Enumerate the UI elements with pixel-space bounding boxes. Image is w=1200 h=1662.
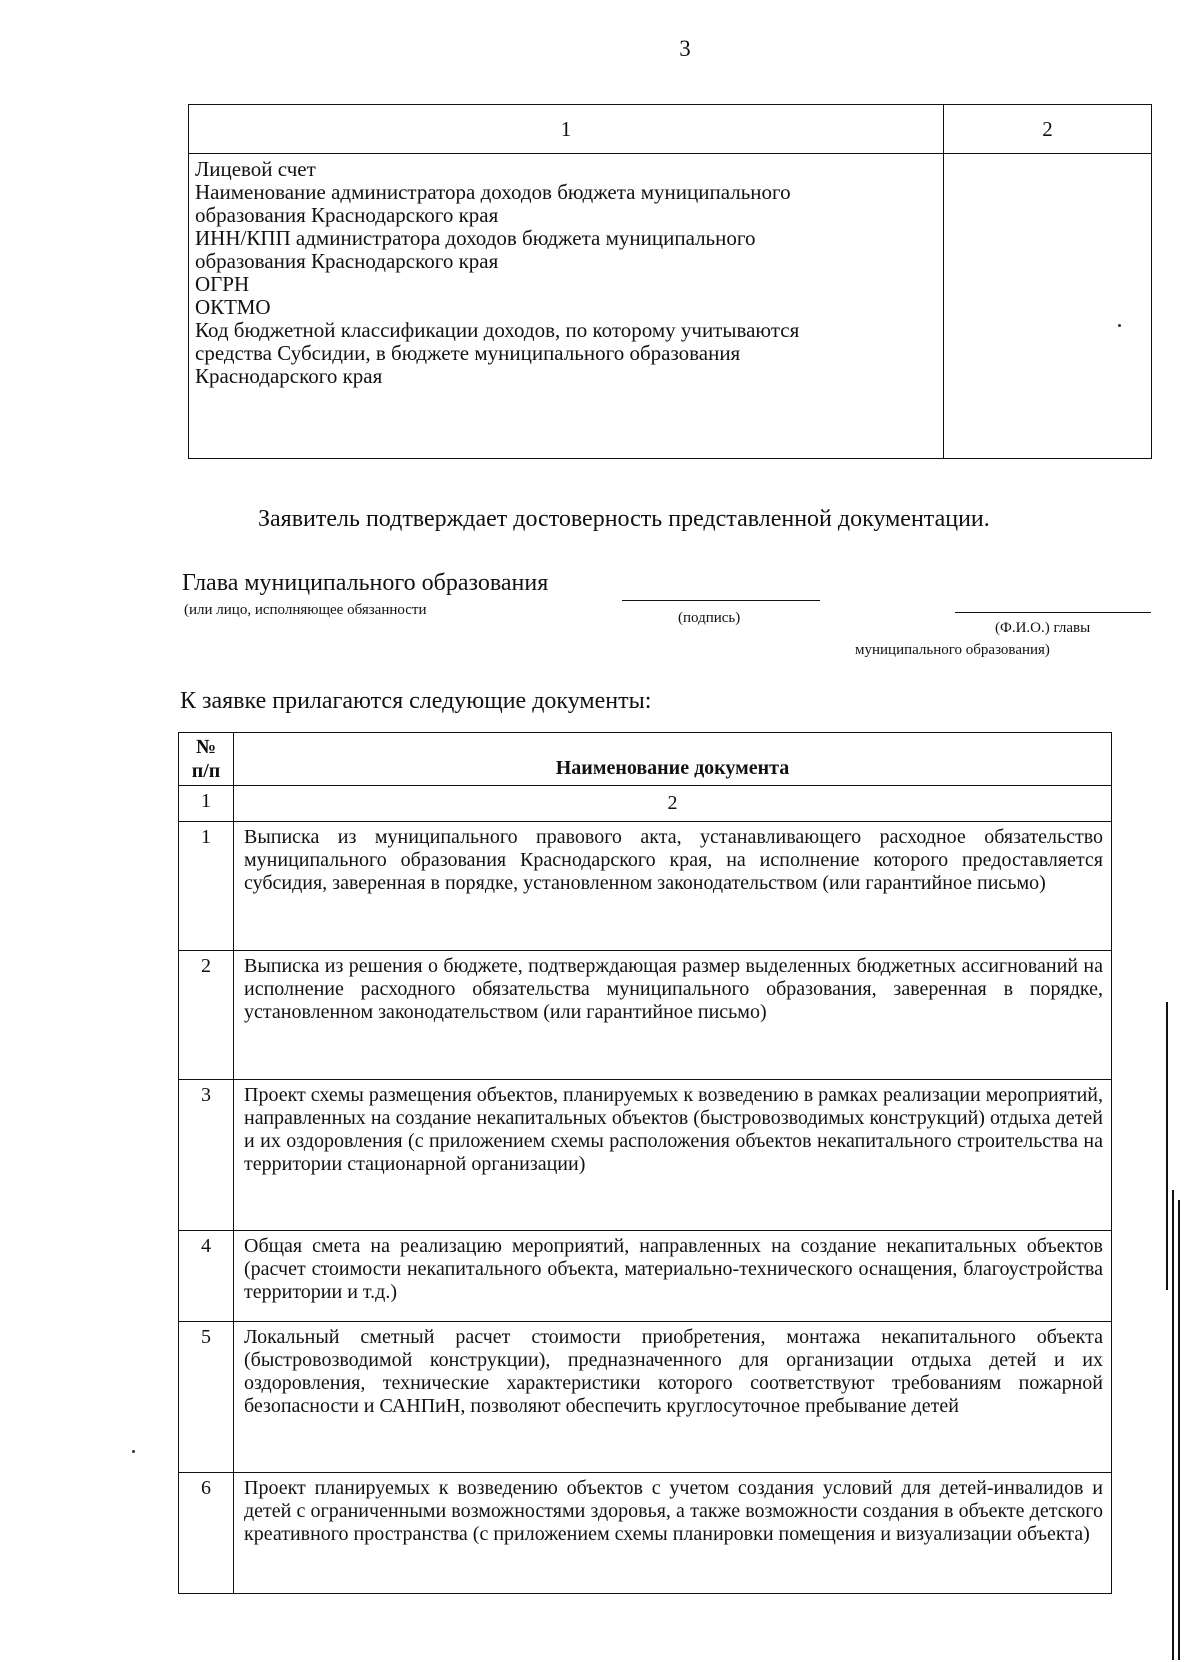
fio-caption: (Ф.И.О.) главы	[995, 620, 1091, 636]
field-label-administrator-name-cont: образования Краснодарского края	[195, 203, 499, 227]
document-name: Выписка из решения о бюджете, подтверждающая размер выделенных бюджетных ассигнований на исполнение расходного обязательства муниципального образования, заверенная в порядке, установленном законодательством (или гарантийное письмо)	[234, 951, 1112, 1080]
number-column-header	[179, 733, 234, 786]
row-number: 4	[179, 1231, 234, 1322]
column-1-header: 1	[189, 105, 944, 154]
row-number: 5	[179, 1322, 234, 1473]
document-name: Локальный сметный расчет стоимости приобретения, монтажа некапитального объекта (быстровозводимой конструкции), предназначенного для организации отдыха детей и их оздоровления, технические характеристики которого соответствуют требованиям пожарной безопасности и САНПиН, позволяют обеспечить круглосуточное пребывание детей	[234, 1322, 1112, 1473]
scan-speck	[1118, 324, 1121, 327]
row-number: 6	[179, 1473, 234, 1594]
table-header-row	[189, 105, 1152, 154]
field-label-inn-kpp-cont: образования Краснодарского края	[195, 249, 499, 273]
name-line	[955, 612, 1151, 613]
head-of-municipality-label: Глава муниципального образования	[182, 570, 549, 596]
row-number: 3	[179, 1080, 234, 1231]
field-label-kbk: Код бюджетной классификации доходов, по которому учитываются	[195, 318, 800, 342]
column-index-2: 2	[234, 786, 1112, 822]
document-name-column-header: Наименование документа	[234, 733, 1112, 786]
attached-documents-heading: К заявке прилагаются следующие документы:	[180, 688, 652, 714]
account-values-cell	[944, 154, 1152, 459]
document-name: Проект планируемых к возведению объектов с учетом создания условий для детей-инвалидов и детей с ограниченными возможностями здоровья, а также возможности создания в объекте детского креативного пространства (с приложением схемы планировки помещения и визуализации объекта)	[234, 1473, 1112, 1594]
acting-person-note: (или лицо, исполняющее обязанности	[184, 602, 427, 618]
table-row	[179, 1080, 1112, 1231]
table-row	[179, 1231, 1112, 1322]
attached-documents-table	[178, 732, 1112, 1594]
column-index-1: 1	[179, 786, 234, 822]
page-number: 3	[679, 36, 691, 61]
document-name: Выписка из муниципального правового акта, устанавливающего расходное обязательство муниципального образования Краснодарского края, на исполнение которого предоставляется субсидия, заверенная в порядке, установленном законодательством (или гарантийное письмо)	[234, 822, 1112, 951]
column-2-header: 2	[944, 105, 1152, 154]
number-header-text: № п/п	[191, 736, 221, 782]
field-label-administrator-name: Наименование администратора доходов бюджета муниципального	[195, 180, 791, 204]
document-name: Проект схемы размещения объектов, планируемых к возведению в рамках реализации мероприятий, направленных на создание некапитальных объектов (быстровозводимых конструкций) отдыха детей и их оздоровления (с приложением схемы расположения объектов некапитального строительства на территории стационарной организации)	[234, 1080, 1112, 1231]
table-row	[189, 154, 1152, 459]
field-label-oktmo: ОКТМО	[195, 295, 271, 319]
field-label-inn-kpp: ИНН/КПП администратора доходов бюджета муниципального	[195, 226, 756, 250]
document-name: Общая смета на реализацию мероприятий, направленных на создание некапитальных объектов (расчет стоимости некапитального объекта, материально-технического оснащения, благоустройства территории и т.д.)	[234, 1231, 1112, 1322]
table-row	[179, 1473, 1112, 1594]
table-row	[179, 1322, 1112, 1473]
field-label-kbk-cont: средства Субсидии, в бюджете муниципального образования	[195, 341, 741, 365]
account-details-table	[188, 104, 1152, 459]
table-row	[179, 822, 1112, 951]
scan-edge-artifact	[1178, 1200, 1180, 1660]
applicant-statement: Заявитель подтверждает достоверность представленной документации.	[258, 506, 990, 532]
scan-speck	[132, 1450, 135, 1453]
table-header-row	[179, 733, 1112, 786]
signature-line	[622, 600, 820, 601]
column-index-row	[179, 786, 1112, 822]
field-label-ogrn: ОГРН	[195, 272, 250, 296]
field-label-personal-account: Лицевой счет	[195, 157, 316, 181]
row-number: 2	[179, 951, 234, 1080]
signature-caption: (подпись)	[678, 610, 741, 626]
field-label-kbk-cont-2: Краснодарского края	[195, 364, 383, 388]
scan-edge-artifact	[1166, 1002, 1168, 1290]
row-number: 1	[179, 822, 234, 951]
table-row	[179, 951, 1112, 1080]
scan-edge-artifact	[1172, 1190, 1174, 1660]
account-fields-cell	[189, 154, 944, 459]
municipal-caption: муниципального образования)	[855, 642, 1050, 658]
